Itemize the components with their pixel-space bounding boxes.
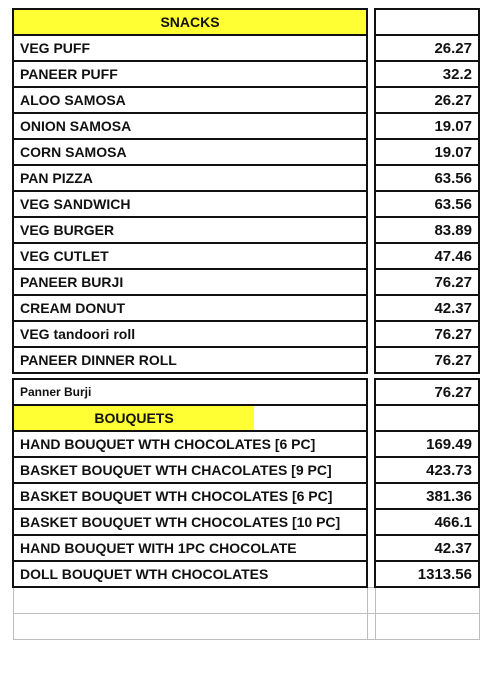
item-price: 32.2 xyxy=(375,61,479,87)
table-row xyxy=(13,35,479,61)
item-price: 42.37 xyxy=(375,295,479,321)
bouquets-section-header xyxy=(13,405,367,431)
item-name: VEG SANDWICH xyxy=(13,191,367,217)
item-price: 63.56 xyxy=(375,191,479,217)
item-price: 83.89 xyxy=(375,217,479,243)
item-name: ONION SAMOSA xyxy=(13,113,367,139)
item-name: DOLL BOUQUET WTH CHOCOLATES xyxy=(13,561,367,587)
table-row xyxy=(13,509,479,535)
table-row xyxy=(13,191,479,217)
item-name: CREAM DONUT xyxy=(13,295,367,321)
item-name: BASKET BOUQUET WTH CHACOLATES [9 PC] xyxy=(13,457,367,483)
table-row xyxy=(13,165,479,191)
table-row xyxy=(13,457,479,483)
table-row xyxy=(13,269,479,295)
item-price: 26.27 xyxy=(375,35,479,61)
item-name: PANEER BURJI xyxy=(13,269,367,295)
item-name: BASKET BOUQUET WTH CHOCOLATES [6 PC] xyxy=(13,483,367,509)
empty-cell xyxy=(13,613,367,639)
table-row xyxy=(13,379,479,405)
table-row xyxy=(13,535,479,561)
table-row xyxy=(13,139,479,165)
empty-row xyxy=(13,587,479,613)
item-name: HAND BOUQUET WTH CHOCOLATES [6 PC] xyxy=(13,431,367,457)
item-price: 42.37 xyxy=(375,535,479,561)
table-row xyxy=(13,321,479,347)
item-name: PANEER PUFF xyxy=(13,61,367,87)
table-row xyxy=(13,431,479,457)
item-price: 76.27 xyxy=(375,379,479,405)
item-name: Panner Burji xyxy=(13,379,367,405)
table-row xyxy=(13,217,479,243)
table-row xyxy=(13,87,479,113)
table-row xyxy=(13,347,479,373)
item-price: 76.27 xyxy=(375,321,479,347)
table-row xyxy=(13,243,479,269)
item-name: PANEER DINNER ROLL xyxy=(13,347,367,373)
item-price: 47.46 xyxy=(375,243,479,269)
table-row xyxy=(13,483,479,509)
item-price: 19.07 xyxy=(375,139,479,165)
item-name: VEG PUFF xyxy=(13,35,367,61)
item-price: 1313.56 xyxy=(375,561,479,587)
snacks-header-blank-cell xyxy=(375,9,479,35)
empty-cell xyxy=(375,587,479,613)
bouquets-header-blank-cell xyxy=(375,405,479,431)
table-row xyxy=(13,113,479,139)
item-price: 423.73 xyxy=(375,457,479,483)
item-name: VEG CUTLET xyxy=(13,243,367,269)
item-price: 466.1 xyxy=(375,509,479,535)
table-row xyxy=(13,295,479,321)
bouquets-header-row xyxy=(13,405,479,431)
item-price: 26.27 xyxy=(375,87,479,113)
snacks-section-header: SNACKS xyxy=(13,9,367,35)
item-price: 76.27 xyxy=(375,269,479,295)
item-price: 19.07 xyxy=(375,113,479,139)
price-table xyxy=(12,8,480,640)
table-row xyxy=(13,61,479,87)
item-name: HAND BOUQUET WITH 1PC CHOCOLATE xyxy=(13,535,367,561)
item-name: VEG tandoori roll xyxy=(13,321,367,347)
item-price: 381.36 xyxy=(375,483,479,509)
item-name: ALOO SAMOSA xyxy=(13,87,367,113)
snacks-header-row xyxy=(13,9,479,35)
table-row xyxy=(13,561,479,587)
item-name: PAN PIZZA xyxy=(13,165,367,191)
item-price: 169.49 xyxy=(375,431,479,457)
item-price: 76.27 xyxy=(375,347,479,373)
price-list-sheet xyxy=(12,8,478,640)
item-name: CORN SAMOSA xyxy=(13,139,367,165)
empty-cell xyxy=(375,613,479,639)
empty-row xyxy=(13,613,479,639)
item-price: 63.56 xyxy=(375,165,479,191)
item-name: BASKET BOUQUET WTH CHOCOLATES [10 PC] xyxy=(13,509,367,535)
bouquets-header-label: BOUQUETS xyxy=(94,410,174,426)
empty-cell xyxy=(13,587,367,613)
item-name: VEG BURGER xyxy=(13,217,367,243)
